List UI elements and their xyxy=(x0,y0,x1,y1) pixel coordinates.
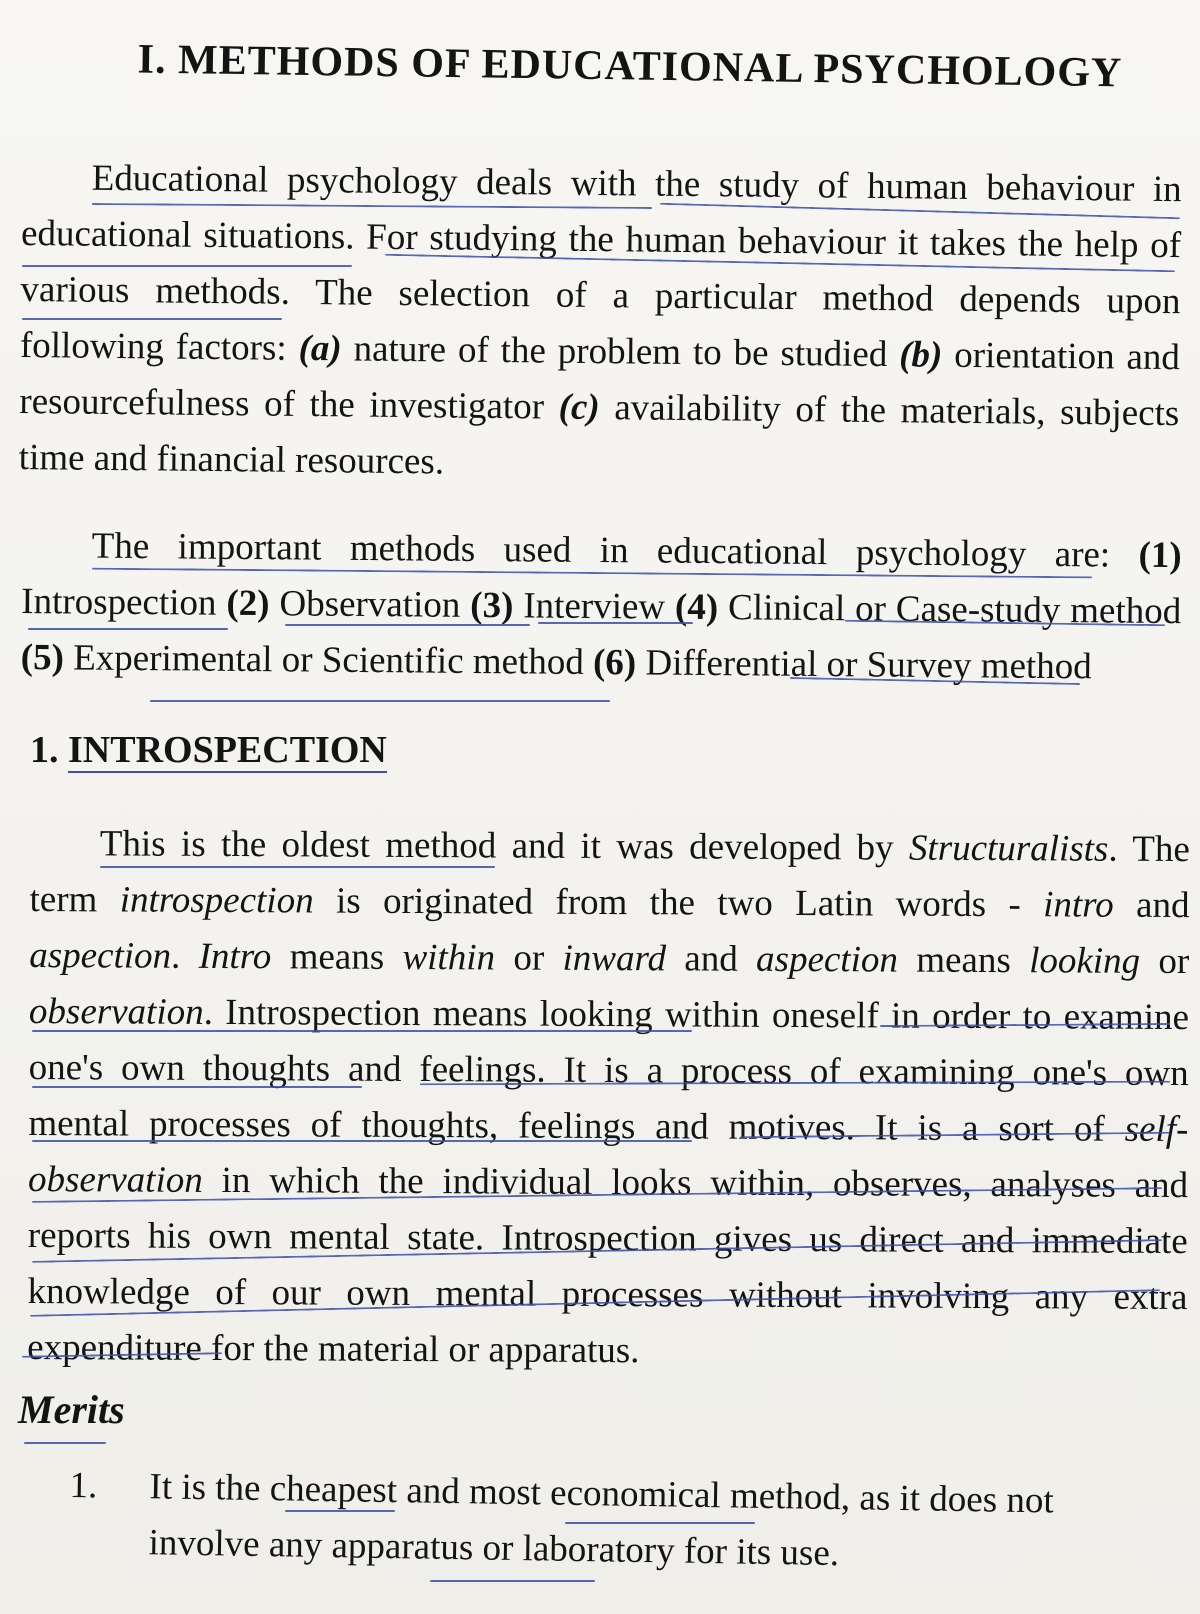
text-run: or xyxy=(1140,940,1190,983)
italic-term: intro xyxy=(1043,884,1114,926)
list-item-text: It is the cheapest and most economical method, as it does not involve any apparatus or laboratory for its use. xyxy=(148,1466,1055,1575)
method-number: (5) xyxy=(20,636,65,679)
merits-list xyxy=(68,1458,1170,1587)
list-item xyxy=(68,1458,1170,1587)
introspection-paragraph xyxy=(27,816,1190,1382)
section-heading xyxy=(30,728,387,772)
text-run: This is the oldest method and it was developed by xyxy=(99,823,910,869)
italic-term: inward xyxy=(562,937,667,980)
text-run: means xyxy=(897,939,1030,982)
italic-term: aspection xyxy=(756,938,899,981)
method-name: Observation xyxy=(269,583,471,626)
paragraph-indent xyxy=(22,189,92,190)
method-name: Clinical or Case-study method xyxy=(717,587,1182,633)
methods-paragraph xyxy=(21,518,1182,696)
intro-paragraph-lead: Educational psychology deals with the study of human behaviour in educational situations. For studying the human behaviour it takes the help of various methods. The selection of a particular method depends upon following factors: xyxy=(19,157,1182,369)
factor-a-text: nature of the problem to be studied xyxy=(341,328,900,376)
method-number: (2) xyxy=(226,582,270,625)
factor-b-label: (b) xyxy=(899,334,943,376)
method-name: Experimental or Scientific method xyxy=(63,637,594,683)
text-run: . xyxy=(170,935,199,977)
method-name: Interview xyxy=(513,585,676,628)
text-run: . Introspection means looking within oneself in order to examine one's own thoughts and feelings. It is a process of examining one's own mental processes of thoughts, feelings and motives. It is a sort of xyxy=(28,991,1190,1150)
method-number: (3) xyxy=(470,584,514,627)
italic-term: introspection xyxy=(119,879,314,922)
intro-paragraph xyxy=(18,150,1181,498)
factor-c-text: availability of the materials, subjects time and financial resources. xyxy=(18,387,1180,483)
list-item-number: 1. xyxy=(69,1464,98,1507)
text-run: or xyxy=(494,937,563,979)
pen-underline xyxy=(150,700,610,702)
methods-paragraph-lead: The important methods used in educational psychology are: xyxy=(91,525,1139,576)
factor-c-label: (c) xyxy=(558,386,600,429)
pen-underline xyxy=(430,1580,595,1582)
italic-term: Structuralists xyxy=(908,827,1109,870)
method-name: Differential or Survey method xyxy=(636,642,1092,688)
text-run: . The term xyxy=(29,828,1190,921)
section-heading-label: INTROSPECTION xyxy=(68,729,387,771)
text-run: is originated from the two Latin words - xyxy=(313,880,1044,926)
italic-term: looking xyxy=(1029,940,1141,982)
factor-a-label: (a) xyxy=(298,327,342,370)
method-number: (1) xyxy=(1138,534,1182,577)
italic-term: self-observation xyxy=(27,1108,1189,1201)
page-title: I. METHODS OF EDUCATIONAL PSYCHOLOGY xyxy=(137,36,1123,97)
text-run: and xyxy=(1113,884,1190,927)
pen-underline xyxy=(24,1442,106,1444)
text-run: and xyxy=(665,938,757,980)
factor-b-text: orientation and resourcefulness of the investigator xyxy=(19,334,1181,428)
method-name: Introspection xyxy=(21,580,227,624)
text-run: means xyxy=(271,936,403,978)
text-run: in which the individual looks within, observes, analyses and reports his own mental state. Introspection gives us direct and immediate knowledge of our own mental processes without involving any extra expenditure for the material or apparatus. xyxy=(27,1159,1189,1372)
italic-term: Intro xyxy=(198,935,272,978)
italic-term: observation xyxy=(28,990,204,1033)
method-number: (6) xyxy=(592,641,637,684)
section-number: 1. xyxy=(30,729,59,771)
italic-term: within xyxy=(402,936,496,979)
method-number: (4) xyxy=(674,586,719,629)
merits-heading: Merits xyxy=(18,1387,125,1432)
italic-term: aspection xyxy=(29,934,172,977)
paragraph-indent xyxy=(22,557,92,558)
